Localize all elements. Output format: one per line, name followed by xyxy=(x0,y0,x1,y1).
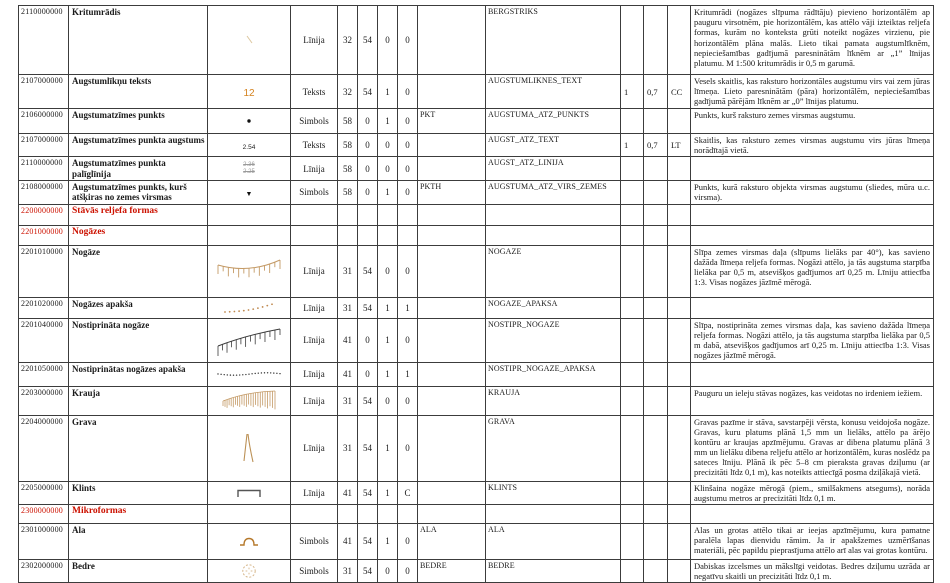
code-cell: 2107000000 xyxy=(19,75,69,109)
db-name-cell: KRAUJA xyxy=(486,386,621,415)
attr-val-cell-3 xyxy=(668,559,691,582)
attr-val-cell-1 xyxy=(621,386,644,415)
attr-val-cell-1 xyxy=(621,318,644,362)
table-row xyxy=(19,318,934,362)
attr-val-cell-1 xyxy=(621,245,644,297)
attr-val-cell-1 xyxy=(621,297,644,318)
attr-val-cell-1 xyxy=(621,204,644,225)
code-cell: 2301000000 xyxy=(19,523,69,559)
geometry-type-cell xyxy=(291,504,338,523)
attr-val-cell-2 xyxy=(644,225,668,245)
name-cell: Nogāzes apakša xyxy=(69,297,208,318)
table-row xyxy=(19,297,934,318)
elevation-label-icon: 2.54 xyxy=(242,144,256,152)
name-cell: Grava xyxy=(69,415,208,481)
attr-val-cell-2 xyxy=(644,109,668,134)
num-cell-1: 31 xyxy=(338,245,358,297)
num-cell-1: 41 xyxy=(338,481,358,504)
attr-val-cell-1 xyxy=(621,415,644,481)
geometry-type-cell: Līnija xyxy=(291,318,338,362)
attr-val-cell-2 xyxy=(644,245,668,297)
num-cell-2 xyxy=(358,225,378,245)
num-cell-4: 0 xyxy=(398,181,418,205)
symbol-table-body xyxy=(19,6,934,583)
db-name-cell: KLINTS xyxy=(486,481,621,504)
symbol-cell xyxy=(208,362,291,386)
code-cell: 2204000000 xyxy=(19,415,69,481)
description-cell: Kritumrādi (nogāzes slīpuma rādītāju) pievieno horizontālēm ap pauguru virsotnēm, pie horizontālēm, kas attēlo vāji izteiktas reljefa formas, kurām no konteksta grūti noteikt nogāzes virzienu, pie horizontālēm plāna malās. Lieto tikai pamata augstumlīknēm, nepieciešamības gadījumā paresninātām līknēm ar „1” līnijas platumu. M 1:500 kritumrādis ir 0,5 m garumā. xyxy=(691,6,934,75)
db-name-cell: GRAVA xyxy=(486,415,621,481)
name-cell: Augstumatzīmes punkta palīglīnija xyxy=(69,157,208,181)
attr-val-cell-3 xyxy=(668,415,691,481)
symbol-cell xyxy=(208,134,291,157)
description-cell xyxy=(691,362,934,386)
num-cell-2: 0 xyxy=(358,109,378,134)
num-cell-1: 31 xyxy=(338,415,358,481)
num-cell-4: 0 xyxy=(398,6,418,75)
attr-val-cell-3 xyxy=(668,6,691,75)
section-row xyxy=(19,204,934,225)
attr-code-cell: PKTH xyxy=(418,181,486,205)
db-name-cell xyxy=(486,225,621,245)
geometry-type-cell: Simbols xyxy=(291,181,338,205)
geometry-type-cell: Līnija xyxy=(291,157,338,181)
attr-code-cell xyxy=(418,297,486,318)
num-cell-3: 1 xyxy=(378,318,398,362)
num-cell-2: 54 xyxy=(358,481,378,504)
geometry-type-cell: Teksts xyxy=(291,134,338,157)
num-cell-1: 41 xyxy=(338,362,358,386)
num-cell-1: 32 xyxy=(338,75,358,109)
name-cell: Krauja xyxy=(69,386,208,415)
num-cell-4: 1 xyxy=(398,297,418,318)
attr-val-cell-2 xyxy=(644,204,668,225)
num-cell-4: 0 xyxy=(398,386,418,415)
num-cell-2: 54 xyxy=(358,75,378,109)
num-cell-2: 54 xyxy=(358,297,378,318)
contour-label-icon: 12 xyxy=(243,87,255,99)
num-cell-3: 1 xyxy=(378,415,398,481)
attr-val-cell-2 xyxy=(644,6,668,75)
attr-val-cell-1 xyxy=(621,109,644,134)
attr-val-cell-1 xyxy=(621,523,644,559)
attr-code-cell xyxy=(418,386,486,415)
triangle-down-icon: ▼ xyxy=(245,190,253,199)
description-cell: Pauguru un ieleju stāvas nogāzes, kas veidotas no irdeniem iežiem. xyxy=(691,386,934,415)
attr-val-cell-2 xyxy=(644,297,668,318)
code-cell: 2110000000 xyxy=(19,6,69,75)
attr-code-cell xyxy=(418,6,486,75)
attr-val-cell-3 xyxy=(668,245,691,297)
num-cell-2 xyxy=(358,504,378,523)
attr-val-cell-1 xyxy=(621,157,644,181)
attr-code-cell xyxy=(418,225,486,245)
attr-val-cell-1 xyxy=(621,225,644,245)
name-cell: Ala xyxy=(69,523,208,559)
geometry-type-cell xyxy=(291,204,338,225)
attr-code-cell xyxy=(418,157,486,181)
num-cell-1 xyxy=(338,204,358,225)
geometry-type-cell: Līnija xyxy=(291,6,338,75)
symbol-cell xyxy=(208,415,291,481)
num-cell-1: 41 xyxy=(338,318,358,362)
attr-val-cell-3 xyxy=(668,318,691,362)
name-cell: Augstumlīkņu teksts xyxy=(69,75,208,109)
num-cell-1: 31 xyxy=(338,297,358,318)
hachure-slope-dark-icon xyxy=(214,323,284,357)
db-name-cell: AUGST_ATZ_LINIJA xyxy=(486,157,621,181)
num-cell-2: 0 xyxy=(358,157,378,181)
table-row xyxy=(19,481,934,504)
attr-val-cell-2: 0,7 xyxy=(644,75,668,109)
db-name-cell: AUGSTUMA_ATZ_PUNKTS xyxy=(486,109,621,134)
code-cell: 2201040000 xyxy=(19,318,69,362)
num-cell-3: 0 xyxy=(378,245,398,297)
num-cell-3: 0 xyxy=(378,386,398,415)
symbol-cell xyxy=(208,523,291,559)
num-cell-3: 0 xyxy=(378,559,398,582)
name-cell: Nostiprināta nogāze xyxy=(69,318,208,362)
db-name-cell: AUGSTUMLIKNES_TEXT xyxy=(486,75,621,109)
symbol-cell xyxy=(208,157,291,181)
description-cell xyxy=(691,225,934,245)
num-cell-1: 58 xyxy=(338,134,358,157)
num-cell-4: 0 xyxy=(398,559,418,582)
num-cell-1: 58 xyxy=(338,109,358,134)
description-cell: Skaitlis, kas raksturo zemes virsmas augstumu virs jūras līmeņa norādītajā vietā. xyxy=(691,134,934,157)
table-row xyxy=(19,6,934,75)
num-cell-2: 0 xyxy=(358,318,378,362)
name-cell: Nogāze xyxy=(69,245,208,297)
num-cell-4: 0 xyxy=(398,157,418,181)
code-cell: 2201020000 xyxy=(19,297,69,318)
num-cell-4 xyxy=(398,504,418,523)
attr-code-cell: ALA xyxy=(418,523,486,559)
point-dot-icon xyxy=(245,117,253,125)
description-cell: Vesels skaitlis, kas raksturo horizontāles augstumu virs vai zem jūras līmeņa. Lieto paresninātām (pāra) horizontālēm, nepieciešamības gadījumā pārējām līknēm ar „0” līnijas platumu. xyxy=(691,75,934,109)
attr-code-cell: BEDRE xyxy=(418,559,486,582)
description-cell: Slīpa zemes virsmas daļa (slīpums lielāks par 40°), kas savieno dažāda līmeņa reljefa formas. Nogāzi attēlo, ja tās augstuma starpība lielāka par 0,5 m, atsevišķos gadījumos arī 0,25 m. Līniju attiecība 1:3. Visas nogāzes jāzīmē mērogā. xyxy=(691,245,934,297)
attr-code-cell xyxy=(418,362,486,386)
num-cell-3: 0 xyxy=(378,134,398,157)
num-cell-3: 1 xyxy=(378,481,398,504)
attr-val-cell-3 xyxy=(668,523,691,559)
db-name-cell: AUGST_ATZ_TEXT xyxy=(486,134,621,157)
num-cell-2: 0 xyxy=(358,134,378,157)
num-cell-3: 1 xyxy=(378,523,398,559)
num-cell-4: 0 xyxy=(398,245,418,297)
attr-val-cell-2 xyxy=(644,523,668,559)
table-row xyxy=(19,523,934,559)
name-cell: Klints xyxy=(69,481,208,504)
code-cell: 2302000000 xyxy=(19,559,69,582)
symbol-cell xyxy=(208,109,291,134)
attr-code-cell xyxy=(418,504,486,523)
code-cell: 2201050000 xyxy=(19,362,69,386)
geometry-type-cell: Līnija xyxy=(291,481,338,504)
attr-val-cell-3 xyxy=(668,362,691,386)
attr-code-cell xyxy=(418,415,486,481)
symbol-cell xyxy=(208,318,291,362)
num-cell-1 xyxy=(338,225,358,245)
num-cell-1: 32 xyxy=(338,6,358,75)
num-cell-1: 58 xyxy=(338,181,358,205)
num-cell-3: 1 xyxy=(378,181,398,205)
code-cell: 2200000000 xyxy=(19,204,69,225)
num-cell-3: 1 xyxy=(378,297,398,318)
code-cell: 2205000000 xyxy=(19,481,69,504)
table-row xyxy=(19,559,934,582)
table-row xyxy=(19,362,934,386)
name-cell: Mikroformas xyxy=(69,504,208,523)
table-row xyxy=(19,415,934,481)
attr-code-cell xyxy=(418,134,486,157)
section-row xyxy=(19,504,934,523)
num-cell-4: 0 xyxy=(398,523,418,559)
attr-val-cell-2 xyxy=(644,481,668,504)
description-cell: Klinšaina nogāze mērogā (piem., smilšakmens atsegums), norāda augstumu metros ar precizitāti līdz 0,1 m. xyxy=(691,481,934,504)
geometry-type-cell: Simbols xyxy=(291,109,338,134)
geometry-type-cell xyxy=(291,225,338,245)
symbol-cell xyxy=(208,481,291,504)
attr-val-cell-3 xyxy=(668,181,691,205)
attr-val-cell-3 xyxy=(668,504,691,523)
ravine-lines-icon xyxy=(236,430,262,466)
db-name-cell: AUGSTUMA_ATZ_VIRS_ZEMES xyxy=(486,181,621,205)
attr-val-cell-2 xyxy=(644,157,668,181)
description-cell: Gravas pazīme ir stāva, savstarpēji vērsta, konusu veidojoša nogāze. Gravas, kuru platums plānā 1,5 mm un lielāks, attēlo pa ārējo kontūru ar kraujas apzīmējumu. Gravas ar dibena platumu plānā 3 mm un lielāku dibena reljefu attēlo ar horizontālēm, kuras noslēdz pa sateces līniju. Plānā ik pēc 5–8 cm pieraksta gravas dziļumu (ar precizitāti līdz 0,1 m), kas noteikts attiecīgā posma dziļākajā vietā. xyxy=(691,415,934,481)
symbol-cell xyxy=(208,245,291,297)
description-cell xyxy=(691,297,934,318)
num-cell-3: 1 xyxy=(378,362,398,386)
attr-val-cell-2 xyxy=(644,559,668,582)
aux-line-fraction-icon: 2.36 2.25 xyxy=(243,162,255,175)
num-cell-1: 31 xyxy=(338,386,358,415)
num-cell-2: 0 xyxy=(358,181,378,205)
attr-val-cell-1: 1 xyxy=(621,75,644,109)
table-row xyxy=(19,157,934,181)
num-cell-1: 41 xyxy=(338,523,358,559)
slope-tick-icon xyxy=(239,33,259,47)
attr-code-cell xyxy=(418,204,486,225)
table-row xyxy=(19,245,934,297)
symbol-cell xyxy=(208,204,291,225)
attr-code-cell xyxy=(418,481,486,504)
db-name-cell: NOGAZE_APAKSA xyxy=(486,297,621,318)
symbol-cell xyxy=(208,297,291,318)
geometry-type-cell: Līnija xyxy=(291,415,338,481)
num-cell-4: 0 xyxy=(398,415,418,481)
num-cell-1: 58 xyxy=(338,157,358,181)
db-name-cell: NOGAZE xyxy=(486,245,621,297)
num-cell-3: 0 xyxy=(378,157,398,181)
symbol-cell xyxy=(208,504,291,523)
table-row xyxy=(19,75,934,109)
geometry-type-cell: Līnija xyxy=(291,362,338,386)
attr-val-cell-3 xyxy=(668,386,691,415)
symbol-cell xyxy=(208,386,291,415)
num-cell-1: 31 xyxy=(338,559,358,582)
num-cell-2: 54 xyxy=(358,245,378,297)
code-cell: 2201010000 xyxy=(19,245,69,297)
attr-val-cell-3 xyxy=(668,225,691,245)
attr-val-cell-2 xyxy=(644,181,668,205)
attr-code-cell xyxy=(418,75,486,109)
attr-val-cell-3: LT xyxy=(668,134,691,157)
hachure-curve-tan-icon xyxy=(214,255,284,287)
attr-val-cell-2: 0,7 xyxy=(644,134,668,157)
hachure-dense-tan-icon xyxy=(218,388,280,414)
num-cell-3: 1 xyxy=(378,75,398,109)
table-row xyxy=(19,181,934,205)
dot-arc-tan-icon xyxy=(221,301,277,315)
pit-dashed-circle-icon xyxy=(239,561,259,581)
attr-val-cell-3 xyxy=(668,204,691,225)
code-cell: 2106000000 xyxy=(19,109,69,134)
name-cell: Nostiprinātas nogāzes apakša xyxy=(69,362,208,386)
name-cell: Nogāzes xyxy=(69,225,208,245)
geometry-type-cell: Simbols xyxy=(291,559,338,582)
num-cell-3 xyxy=(378,225,398,245)
description-cell: Alas un grotas attēlo tikai ar ieejas apzīmējumu, kura pamatne paralēla lapas dienvidu rāmim. Ja ir apakšzemes uzmērīšanas materiāli, pēc papildu pieprasījuma attēlo arī alas vai grotas kontūru. xyxy=(691,523,934,559)
dot-line-dark-icon xyxy=(215,370,283,378)
attr-val-cell-2 xyxy=(644,386,668,415)
num-cell-4: 0 xyxy=(398,75,418,109)
num-cell-2: 54 xyxy=(358,559,378,582)
code-cell: 2201000000 xyxy=(19,225,69,245)
attr-val-cell-1: 1 xyxy=(621,134,644,157)
attr-val-cell-2 xyxy=(644,318,668,362)
geometry-type-cell: Līnija xyxy=(291,245,338,297)
code-cell: 2107000000 xyxy=(19,134,69,157)
symbol-spec-table xyxy=(18,5,934,583)
symbol-cell xyxy=(208,181,291,205)
attr-val-cell-3 xyxy=(668,109,691,134)
attr-code-cell: PKT xyxy=(418,109,486,134)
description-cell: Punkts, kurā raksturo objekta virsmas augstumu (sliedes, mūra u.c. virsma). xyxy=(691,181,934,205)
symbol-cell xyxy=(208,225,291,245)
symbol-cell xyxy=(208,559,291,582)
db-name-cell: NOSTIPR_NOGAZE xyxy=(486,318,621,362)
num-cell-4 xyxy=(398,225,418,245)
db-name-cell: BERGSTRIKS xyxy=(486,6,621,75)
section-row xyxy=(19,225,934,245)
description-cell xyxy=(691,204,934,225)
attr-val-cell-1 xyxy=(621,559,644,582)
db-name-cell: BEDRE xyxy=(486,559,621,582)
num-cell-2: 54 xyxy=(358,523,378,559)
attr-code-cell xyxy=(418,318,486,362)
db-name-cell: NOSTIPR_NOGAZE_APAKSA xyxy=(486,362,621,386)
attr-val-cell-3: CC xyxy=(668,75,691,109)
num-cell-2: 54 xyxy=(358,6,378,75)
table-row xyxy=(19,386,934,415)
attr-val-cell-3 xyxy=(668,481,691,504)
num-cell-2 xyxy=(358,204,378,225)
description-cell: Slīpa, nostiprināta zemes virsmas daļa, kas savieno dažāda līmeņa reljefa formas. Nogāzi attēlo, ja tās augstuma starpība lielāka par 0,5 m dabā, atsevišķos gadījumos arī 0,25 m. Līniju attiecība 1:3. Visas nogāzes jāzīmē mērogā. xyxy=(691,318,934,362)
geometry-type-cell: Teksts xyxy=(291,75,338,109)
num-cell-2: 0 xyxy=(358,362,378,386)
name-cell: Stāvās reljefa formas xyxy=(69,204,208,225)
db-name-cell xyxy=(486,204,621,225)
attr-val-cell-2 xyxy=(644,504,668,523)
name-cell: Augstumatzīmes punkts, kurš atšķiras no zemes virsmas xyxy=(69,181,208,205)
name-cell: Augstumatzīmes punkts xyxy=(69,109,208,134)
name-cell: Augstumatzīmes punkta augstums xyxy=(69,134,208,157)
num-cell-3: 0 xyxy=(378,6,398,75)
num-cell-2: 54 xyxy=(358,415,378,481)
attr-val-cell-1 xyxy=(621,6,644,75)
code-cell: 2110000000 xyxy=(19,157,69,181)
num-cell-4: 0 xyxy=(398,318,418,362)
code-cell: 2108000000 xyxy=(19,181,69,205)
name-cell: Bedre xyxy=(69,559,208,582)
attr-val-cell-3 xyxy=(668,157,691,181)
num-cell-2: 54 xyxy=(358,386,378,415)
num-cell-3 xyxy=(378,204,398,225)
description-cell xyxy=(691,504,934,523)
symbol-cell xyxy=(208,75,291,109)
num-cell-4: C xyxy=(398,481,418,504)
attr-val-cell-2 xyxy=(644,415,668,481)
attr-val-cell-1 xyxy=(621,481,644,504)
num-cell-4 xyxy=(398,204,418,225)
description-cell xyxy=(691,157,934,181)
name-cell: Kritumrādis xyxy=(69,6,208,75)
attr-val-cell-1 xyxy=(621,504,644,523)
attr-val-cell-1 xyxy=(621,362,644,386)
geometry-type-cell: Līnija xyxy=(291,386,338,415)
table-row xyxy=(19,109,934,134)
attr-val-cell-2 xyxy=(644,362,668,386)
num-cell-1 xyxy=(338,504,358,523)
num-cell-4: 0 xyxy=(398,134,418,157)
cave-arc-icon xyxy=(238,535,260,548)
num-cell-4: 1 xyxy=(398,362,418,386)
db-name-cell xyxy=(486,504,621,523)
attr-code-cell xyxy=(418,245,486,297)
geometry-type-cell: Simbols xyxy=(291,523,338,559)
attr-val-cell-1 xyxy=(621,181,644,205)
num-cell-3 xyxy=(378,504,398,523)
symbol-cell xyxy=(208,6,291,75)
code-cell: 2203000000 xyxy=(19,386,69,415)
cliff-bracket-icon xyxy=(233,487,265,500)
attr-val-cell-3 xyxy=(668,297,691,318)
geometry-type-cell: Līnija xyxy=(291,297,338,318)
description-cell: Punkts, kurš raksturo zemes virsmas augstumu. xyxy=(691,109,934,134)
code-cell: 2300000000 xyxy=(19,504,69,523)
db-name-cell: ALA xyxy=(486,523,621,559)
num-cell-4: 0 xyxy=(398,109,418,134)
description-cell: Dabiskas izcelsmes un mākslīgi veidotas. Bedres dziļumu uzrāda ar negatīvu skaitli un precizitāti līdz 0,1 m. xyxy=(691,559,934,582)
num-cell-3: 1 xyxy=(378,109,398,134)
table-row xyxy=(19,134,934,157)
